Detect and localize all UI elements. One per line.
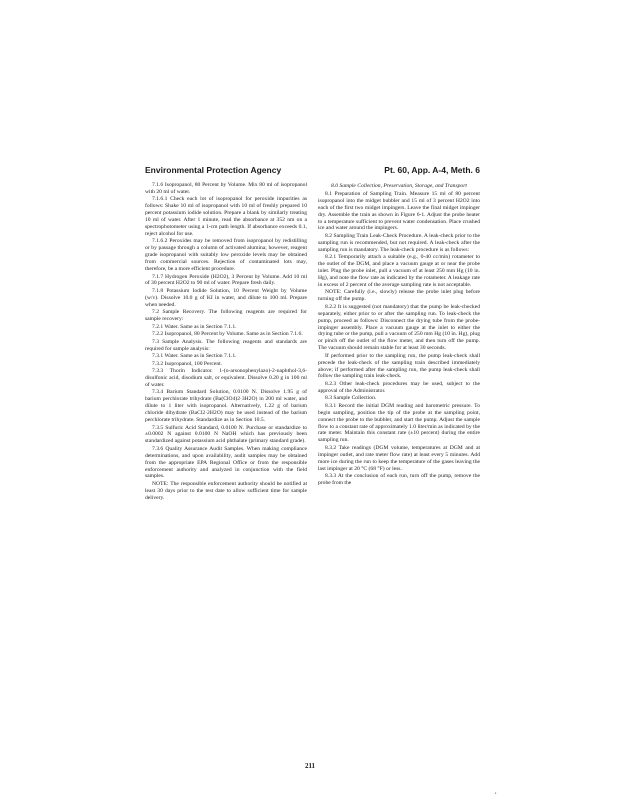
paragraph: 8.1 Preparation of Sampling Train. Measure 15 ml of 80 percent isopropanol into the midget bubbler and 15 ml of 3 percent H2O2 into each of the first two midget impingers. Leave the final midget impinger dry. Assemble the train as shown in Figure 6-1. Adjust the probe heater to a temperature sufficient to prevent water condensation. Place crushed ice and water around the impingers. <box>318 190 480 232</box>
paragraph: 7.3.6 Quality Assurance Audit Samples. When making compliance determinations, and upon availability, audit samples may be obtained from the appropriate EPA Regional Office or from the responsible enforcement authority and analyzed in conjunction with the field samples. <box>145 445 307 480</box>
paragraph: If performed prior to the sampling run, the pump leak-check shall precede the leak-check of the sampling train described immediately above; if performed after the sampling run, the pump leak-check shall follow the sampling train leak-check. <box>318 352 480 380</box>
paragraph: NOTE: Carefully (i.e., slowly) release the probe inlet plug before turning off the pump. <box>318 289 480 303</box>
paragraph: 8.2.3 Other leak-check procedures may be used, subject to the approval of the Administrator. <box>318 380 480 394</box>
paragraph: 7.3 Sample Analysis. The following reagents and standards are required for sample analysis: <box>145 338 307 352</box>
header-section: Pt. 60, App. A-4, Meth. 6 <box>384 165 480 175</box>
right-text-column <box>318 182 480 488</box>
paragraph: 7.2.2 Isopropanol, 80 Percent by Volume. Same as in Section 7.1.6. <box>152 331 303 338</box>
paragraph: 8.2.1 Temporarily attach a suitable (e.g., 0-40 cc/min) rotameter to the outlet of the DGM, and place a vacuum gauge at or near the probe inlet. Plug the probe inlet, pull a vacuum of at least 250 mm Hg (10 in. Hg), and note the flow rate as indicated by the rotameter. A leakage rate in excess of 2 percent of the average sampling rate is not acceptable. <box>318 254 480 288</box>
page-number: 211 <box>304 762 316 770</box>
scan-mark: , <box>495 789 497 795</box>
paragraph: 8.3 Sample Collection. <box>325 395 377 402</box>
paragraph: 7.3.5 Sulfuric Acid Standard, 0.0100 N. Purchase or standardize to ±0.0002 N against 0.0100 N NaOH which has previously been standardized against potassium acid phthalate (primary standard grade). <box>145 424 307 445</box>
paragraph: 7.1.6.2 Peroxides may be removed from isopropanol by redistilling or by passage through a column of activated alumina; however, reagent grade isopropanol with suitably low peroxide levels may be obtained from commercial sources. Rejection of contaminated lots may, therefore, be a more efficient procedure. <box>145 238 307 273</box>
left-text-column <box>145 182 307 502</box>
paragraph: 7.3.1 Water. Same as in Section 7.1.1. <box>152 353 237 360</box>
paragraph: 8.0 Sample Collection, Preservation, Storage, and Transport <box>331 183 467 189</box>
running-header <box>145 165 480 177</box>
paragraph: 7.3.2 Isopropanol, 100 Percent. <box>152 360 223 367</box>
paragraph: 8.2.2 It is suggested (not mandatory) that the pump be leak-checked separately, either prior to or after the sampling run. To leak-check the pump, proceed as follows: Disconnect the drying tube from the probe-impinger assembly. Place a vacuum gauge at the inlet to either the drying tube or the pump, pull a vacuum of 250 mm Hg (10 in. Hg), plug or pinch off the outlet of the flow meter, and then turn off the pump. The vacuum should remain stable for at least 30 seconds. <box>318 303 480 352</box>
paragraph: 7.3.3 Thorin Indicator. 1-(o-arsonophenylazo)-2-naphthol-3,6-disulfonic acid, disodium salt, or equivalent. Dissolve 0.20 g in 100 ml of water. <box>145 368 307 388</box>
paragraph: 8.3.3 At the conclusion of each run, turn off the pump, remove the probe from the <box>318 473 480 486</box>
header-agency: Environmental Protection Agency <box>145 165 282 175</box>
paragraph: 8.2 Sampling Train Leak-Check Procedure. A leak-check prior to the sampling run is recommended, but not required. A leak-check after the sampling run is mandatory. The leak-check procedure is as follows: <box>318 232 480 253</box>
paragraph: NOTE: The responsible enforcement authority should be notified at least 30 days prior to the test date to allow sufficient time for sample delivery. <box>145 480 307 501</box>
paragraph: 8.3.1 Record the initial DGM reading and barometric pressure. To begin sampling, position the tip of the probe at the sampling point, connect the probe to the bubbler, and start the pump. Adjust the sample flow to a constant rate of approximately 1.0 liter/min as indicated by the rate meter. Maintain this constant rate (±10 percent) during the entire sampling run. <box>318 402 480 444</box>
paragraph: 7.1.7 Hydrogen Peroxide (H2O2), 3 Percent by Volume. Add 10 ml of 30 percent H2O2 to 90 ml of water. Prepare fresh daily. <box>145 273 307 287</box>
paragraph: 7.3.4 Barium Standard Solution, 0.0100 N. Dissolve 1.95 g of barium perchlorate trihydrate (Ba(ClO4)2·3H2O) in 200 ml water, and dilute to 1 liter with isopropanol. Alternatively, 1.22 g of barium chloride dihydrate (BaCl2·2H2O) may be used instead of the barium perchlorate trihydrate. Standardize as in Section 10.5. <box>145 389 307 424</box>
paragraph: 8.3.2 Take readings (DGM volume, temperatures at DGM and at impinger outlet, and rate meter flow rate) at least every 5 minutes. Add more ice during the run to keep the temperature of the gases leaving the last impinger at 20 °C (68 °F) or less. <box>318 444 480 472</box>
paragraph: 7.1.8 Potassium Iodide Solution, 10 Percent Weight by Volume (w/v). Dissolve 10.0 g of KI in water, and dilute to 100 ml. Prepare when needed. <box>145 287 307 308</box>
paragraph: 7.2.1 Water. Same as in Section 7.1.1. <box>152 323 237 330</box>
paragraph: 7.1.6 Isopropanol, 80 Percent by Volume. Mix 80 ml of isopropanol with 20 ml of water. <box>145 182 307 195</box>
paragraph: 7.1.6.1 Check each lot of isopropanol for peroxide impurities as follows: Shake 10 ml of isopropanol with 10 ml of freshly prepared 10 percent potassium iodide solution. Prepare a blank by similarly treating 10 ml of water. After 1 minute, read the absorbance at 352 nm on a spectrophotometer using a 1-cm path length. If absorbance exceeds 0.1, reject alcohol for use. <box>145 196 307 237</box>
paragraph: 7.2 Sample Recovery. The following reagents are required for sample recovery: <box>145 309 307 323</box>
